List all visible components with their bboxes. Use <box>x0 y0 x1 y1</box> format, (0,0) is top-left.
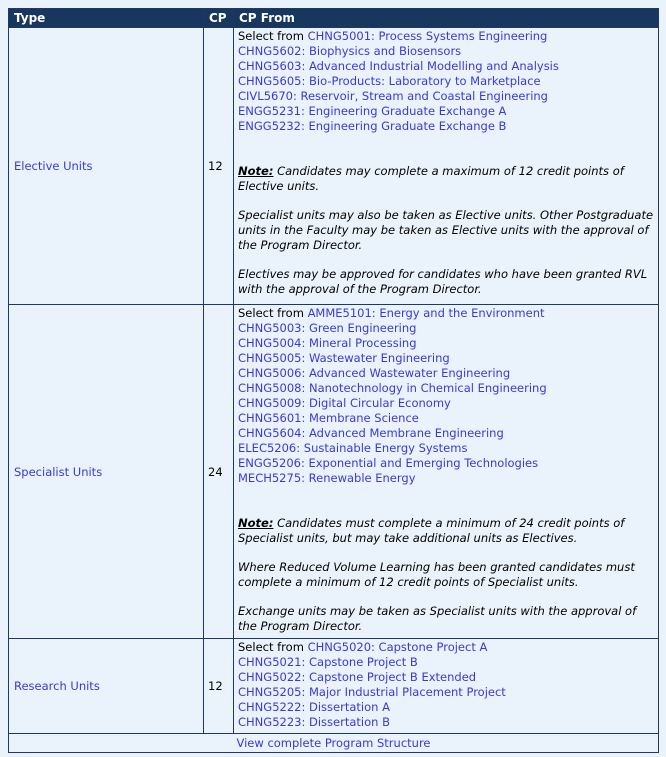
unit-link[interactable]: CHNG5602: Biophysics and Biosensors <box>238 44 462 58</box>
note-label: Note: <box>238 516 274 530</box>
unit-line <box>238 715 654 730</box>
table-body <box>9 28 659 734</box>
unit-line <box>238 456 654 471</box>
note-paragraph <box>238 164 654 194</box>
unit-line <box>238 640 654 655</box>
type-link[interactable]: Research Units <box>14 679 100 693</box>
unit-link[interactable]: CHNG5601: Membrane Science <box>238 411 419 425</box>
select-from-label: Select from <box>238 29 304 43</box>
cp-from-cell <box>234 639 659 734</box>
unit-link[interactable]: ENGG5231: Engineering Graduate Exchange A <box>238 104 507 118</box>
unit-line <box>238 685 654 700</box>
unit-line <box>238 29 654 44</box>
unit-link[interactable]: CHNG5604: Advanced Membrane Engineering <box>238 426 504 440</box>
note-text: Candidates must complete a minimum of 24 credit points of Specialist units, but may take additional units as Electives. <box>238 516 625 545</box>
unit-link[interactable]: CIVL5670: Reservoir, Stream and Coastal Engineering <box>238 89 548 103</box>
cp-value: 24 <box>204 305 234 639</box>
select-from-label: Select from <box>238 306 304 320</box>
unit-link[interactable]: CHNG5020: Capstone Project A <box>307 640 488 654</box>
table-row <box>9 28 659 305</box>
unit-line <box>238 670 654 685</box>
program-structure-table <box>8 8 659 753</box>
unit-link[interactable]: CHNG5223: Dissertation B <box>238 715 390 729</box>
unit-link[interactable]: CHNG5001: Process Systems Engineering <box>307 29 548 43</box>
note-text: Specialist units may also be taken as Elective units. Other Postgraduate units in the Faculty may be taken as Elective units with the approval of the Program Director. <box>238 208 654 252</box>
unit-line <box>238 306 654 321</box>
type-cell <box>9 639 204 734</box>
table-row <box>9 639 659 734</box>
unit-link[interactable]: MECH5275: Renewable Energy <box>238 471 416 485</box>
header-row <box>9 9 659 28</box>
unit-line <box>238 471 654 486</box>
note-paragraph <box>238 560 654 590</box>
unit-line <box>238 381 654 396</box>
note-label: Note: <box>238 164 274 178</box>
table-footer <box>9 734 659 753</box>
footer-row <box>9 734 659 753</box>
column-header-cp-from: CP From <box>234 9 659 28</box>
unit-line <box>238 59 654 74</box>
unit-line <box>238 119 654 134</box>
unit-link[interactable]: ENGG5206: Exponential and Emerging Technologies <box>238 456 539 470</box>
note-paragraph <box>238 208 654 253</box>
table-row <box>9 305 659 639</box>
unit-link[interactable]: CHNG5006: Advanced Wastewater Engineering <box>238 366 511 380</box>
cp-value: 12 <box>204 639 234 734</box>
footer-cell <box>9 734 659 753</box>
unit-link[interactable]: CHNG5005: Wastewater Engineering <box>238 351 450 365</box>
unit-line <box>238 74 654 89</box>
unit-link[interactable]: CHNG5004: Mineral Processing <box>238 336 417 350</box>
note-paragraph <box>238 516 654 546</box>
unit-link[interactable]: ELEC5206: Sustainable Energy Systems <box>238 441 468 455</box>
cp-from-cell <box>234 305 659 639</box>
unit-line <box>238 396 654 411</box>
cp-from-cell <box>234 28 659 305</box>
unit-line <box>238 336 654 351</box>
note-paragraph <box>238 604 654 634</box>
note-text: Candidates may complete a maximum of 12 credit points of Elective units. <box>238 164 624 193</box>
type-link[interactable]: Specialist Units <box>14 464 103 479</box>
unit-link[interactable]: CHNG5009: Digital Circular Economy <box>238 396 451 410</box>
unit-line <box>238 44 654 59</box>
select-from-label: Select from <box>238 640 304 654</box>
unit-line <box>238 700 654 715</box>
unit-line <box>238 655 654 670</box>
note-text: Where Reduced Volume Learning has been granted candidates must complete a minimum of 12 credit points of Specialist units. <box>238 560 635 589</box>
table-header <box>9 9 659 28</box>
unit-link[interactable]: CHNG5603: Advanced Industrial Modelling and Analysis <box>238 59 559 73</box>
unit-link[interactable]: CHNG5021: Capstone Project B <box>238 655 418 669</box>
unit-link[interactable]: CHNG5022: Capstone Project B Extended <box>238 670 477 684</box>
unit-line <box>238 89 654 104</box>
unit-link[interactable]: CHNG5008: Nanotechnology in Chemical Engineering <box>238 381 547 395</box>
type-link[interactable]: Elective Units <box>14 159 93 173</box>
unit-link[interactable]: AMME5101: Energy and the Environment <box>307 306 545 320</box>
note-text: Electives may be approved for candidates who have been granted RVL with the approval of the Program Director. <box>238 267 648 296</box>
column-header-type: Type <box>9 9 204 28</box>
cp-value: 12 <box>204 28 234 305</box>
unit-link[interactable]: ENGG5232: Engineering Graduate Exchange B <box>238 119 507 133</box>
unit-line <box>238 426 654 441</box>
unit-line <box>238 321 654 336</box>
unit-line <box>238 366 654 381</box>
unit-line <box>238 411 654 426</box>
unit-link[interactable]: CHNG5003: Green Engineering <box>238 321 417 335</box>
unit-line <box>238 104 654 119</box>
unit-line <box>238 351 654 366</box>
view-program-structure-link[interactable]: View complete Program Structure <box>236 736 431 750</box>
unit-link[interactable]: CHNG5605: Bio-Products: Laboratory to Marketplace <box>238 74 541 88</box>
type-cell <box>9 28 204 305</box>
unit-link[interactable]: CHNG5222: Dissertation A <box>238 700 390 714</box>
unit-line <box>238 441 654 456</box>
type-cell <box>9 305 204 639</box>
note-paragraph <box>238 267 654 297</box>
column-header-cp: CP <box>204 9 234 28</box>
unit-link[interactable]: CHNG5205: Major Industrial Placement Project <box>238 685 506 699</box>
note-text: Exchange units may be taken as Specialist units with the approval of the Program Director. <box>238 604 637 633</box>
